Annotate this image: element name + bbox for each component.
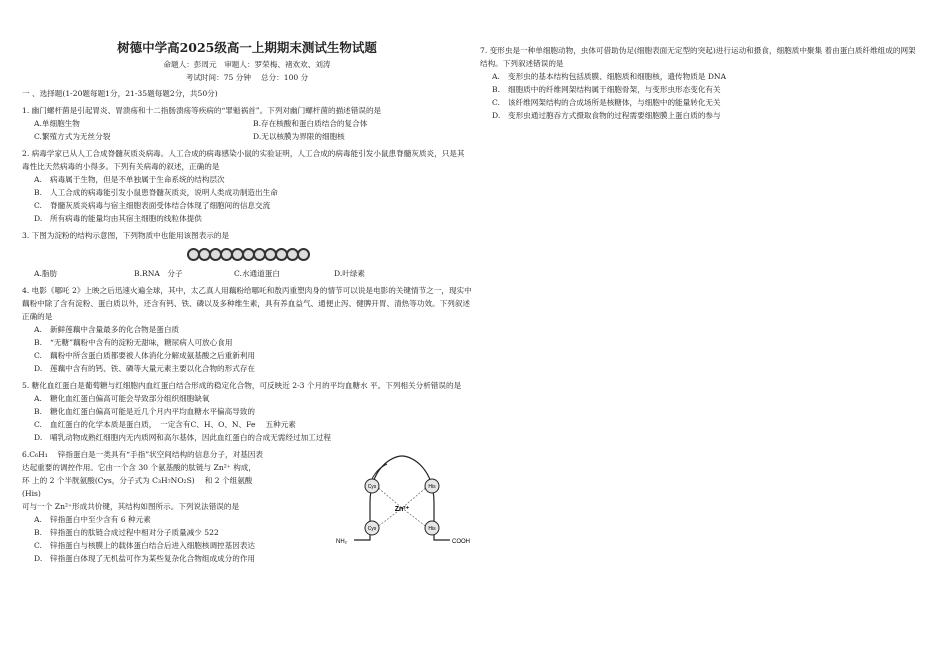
cys-residue-icon (365, 479, 379, 493)
carboxyl-terminus-label: COOH (452, 539, 470, 545)
option-a: A. 糖化血红蛋白偏高可能会导致部分组织细胞缺氧 (34, 394, 210, 403)
left-column (22, 40, 472, 565)
option-b: B. 人工合成的病毒能引发小鼠患脊髓灰质炎，说明人类成功制造出生命 (34, 188, 278, 197)
option-a: A. 病毒属于生物，但是不单独属于生命系统的结构层次 (34, 175, 225, 184)
zinc-finger-diagram (332, 448, 472, 558)
option-c: C.繁殖方式为无丝分裂 (34, 132, 111, 141)
option-d: D. 变形虫通过胞吞方式摄取食物的过程需要细胞膜上蛋白质的参与 (492, 111, 721, 120)
svg-text:Cys: Cys (367, 484, 377, 490)
options-row (22, 130, 472, 143)
option-c: C. 藕粉中所含蛋白质都要被人体消化分解成氨基酸之后重新利用 (34, 351, 256, 360)
option-c: C. 该纤维网架结构的合成场所是核糖体，与细胞中的能量转化无关 (492, 98, 721, 107)
amino-terminus-label: NH₂ (336, 539, 347, 545)
option-b: B. “无糖”藕粉中含有的淀粉无甜味，糖尿病人可放心食用 (34, 338, 233, 347)
section-heading: 一 、选择题(1-20题每题1分，21-35题每题2分，共50分) (22, 89, 218, 98)
question-1 (22, 104, 472, 143)
options-row (22, 117, 472, 130)
option-d: D. 哺乳动物成熟红细胞内无内质网和高尔基体，因此血红蛋白的合成无需经过加工过程 (34, 433, 331, 442)
right-column (480, 40, 920, 122)
starch-structure-diagram (22, 248, 472, 261)
option-b: B.存在核酸和蛋白质结合的复合体 (253, 119, 368, 128)
option-a: A.脂肪 (34, 269, 58, 278)
exam-info: 考试时间：75 分钟 总分：100 分 (185, 73, 309, 82)
option-d: D. 莲藕中含有的钙、铁、磷等大量元素主要以化合物的形式存在 (34, 364, 256, 373)
option-d: D. 所有病毒的能量均由其宿主细胞的线粒体提供 (34, 214, 202, 223)
option-a: A. 变形虫的基本结构包括质膜、细胞质和细胞核，遗传物质是 DNA (492, 72, 727, 81)
option-a: A. 锌指蛋白中至少含有 6 种元素 (34, 515, 151, 524)
svg-text:Cys: Cys (367, 526, 377, 532)
question-stem: 6.C₆H₁ 锌指蛋白是一类具有“手指”状空间结构的信息分子，对基因表 达起重要的调控作用。它由一个含 30 个氨基酸的肽链与 Zn²⁺ 构成， 环 上的 2 个半胱氨酸(Cys，分子式为 C₃H₇NO₂S) 和 2 个组氨酸 (His) 可与一个 Zn²⁺形成共价键，其结构如图所示。下列说法错误的是 (22, 450, 263, 511)
exam-title: 树德中学高2025级高一上期期末测试生物试题 (117, 40, 377, 55)
question-stem: 2. 病毒学家已从人工合成脊髓灰质炎病毒。人工合成的病毒感染小鼠的实验证明，人工合成的病毒能引发小鼠患脊髓灰质炎，只是其毒性比天然病毒的小得多。下列有关病毒的叙述，正确的是 (22, 149, 465, 171)
question-4 (22, 284, 472, 375)
option-d: D. 锌指蛋白体现了无机盐可作为某些复杂化合物组成成分的作用 (34, 554, 256, 563)
option-c: C.水通道蛋白 (234, 269, 280, 278)
exam-authors: 命题人：彭周元 审题人：罗荣梅、褚欢欢、刘涛 (163, 60, 331, 69)
option-b: B. 细胞质中的纤维网架结构属于细胞骨架，与变形虫形态变化有关 (492, 85, 721, 94)
question-stem: 4. 电影《哪吒 2》上映之后迅速火遍全球，其中，太乙真人用藕粉给哪吒和敖丙重塑肉身的情节可以说是电影的关键情节之一，现实中藕粉中除了含有淀粉、蛋白质以外，还含有钙、铁、磷以及多种维生素，具有养血益气、通便止泻、健脾开胃、清热等功效。下列叙述正确的是 (22, 286, 472, 321)
his-residue-icon (425, 479, 439, 493)
option-a: A.单细胞生物 (34, 119, 80, 128)
option-b: B. 糖化血红蛋白偏高可能是近几个月内平均血糖水平偏高导致的 (34, 407, 256, 416)
option-c: C. 脊髓灰质炎病毒与宿主细胞表面受体结合体现了细胞间的信息交流 (34, 201, 271, 210)
svg-text:His: His (428, 484, 436, 490)
option-d: D.无以核膜为界限的细胞核 (253, 132, 345, 141)
option-b: B.RNA 分子 (134, 269, 183, 278)
svg-text:His: His (428, 526, 436, 532)
question-stem: 3. 下图为淀粉的结构示意图，下列物质中也能用该图表示的是 (22, 231, 230, 240)
option-d: D.叶绿素 (334, 269, 366, 278)
cys-residue-icon (365, 521, 379, 535)
question-7 (480, 44, 920, 122)
options-row (22, 267, 472, 280)
option-b: B. 锌指蛋白的肽链合成过程中相对分子质量减少 522 (34, 528, 219, 537)
question-3 (22, 229, 472, 280)
question-stem: 5. 糖化血红蛋白是葡萄糖与红细胞内血红蛋白结合形成的稳定化合物，可反映近 2-3 个月的平均血糖水 平。下列相关分析错误的是 (22, 381, 462, 390)
question-2 (22, 147, 472, 225)
question-stem: 7. 变形虫是一种单细胞动物，虫体可借助伪足(细胞表面无定型的突起)进行运动和摄食，细胞质中聚集 着由蛋白质纤维组成的网架结构。下列叙述错误的是 (480, 46, 916, 68)
question-5 (22, 379, 472, 444)
option-c: C. 锌指蛋白与核膜上的载体蛋白结合后进入细胞核调控基因表达 (34, 541, 256, 550)
question-stem: 1. 幽门螺杆菌是引起胃炎、胃溃疡和十二指肠溃疡等疾病的“罪魁祸首”。下列对幽门螺杆菌的描述错误的是 (22, 106, 382, 115)
glucose-unit-icon (297, 248, 310, 261)
his-residue-icon (425, 521, 439, 535)
option-a: A. 新鲜莲藕中含量最多的化合物是蛋白质 (34, 325, 180, 334)
question-6 (22, 448, 472, 565)
zinc-ion-label: Zn²⁺ (394, 506, 410, 513)
option-c: C. 血红蛋白的化学本质是蛋白质， 一定含有C、H、O、N、Fe 五种元素 (34, 420, 296, 429)
